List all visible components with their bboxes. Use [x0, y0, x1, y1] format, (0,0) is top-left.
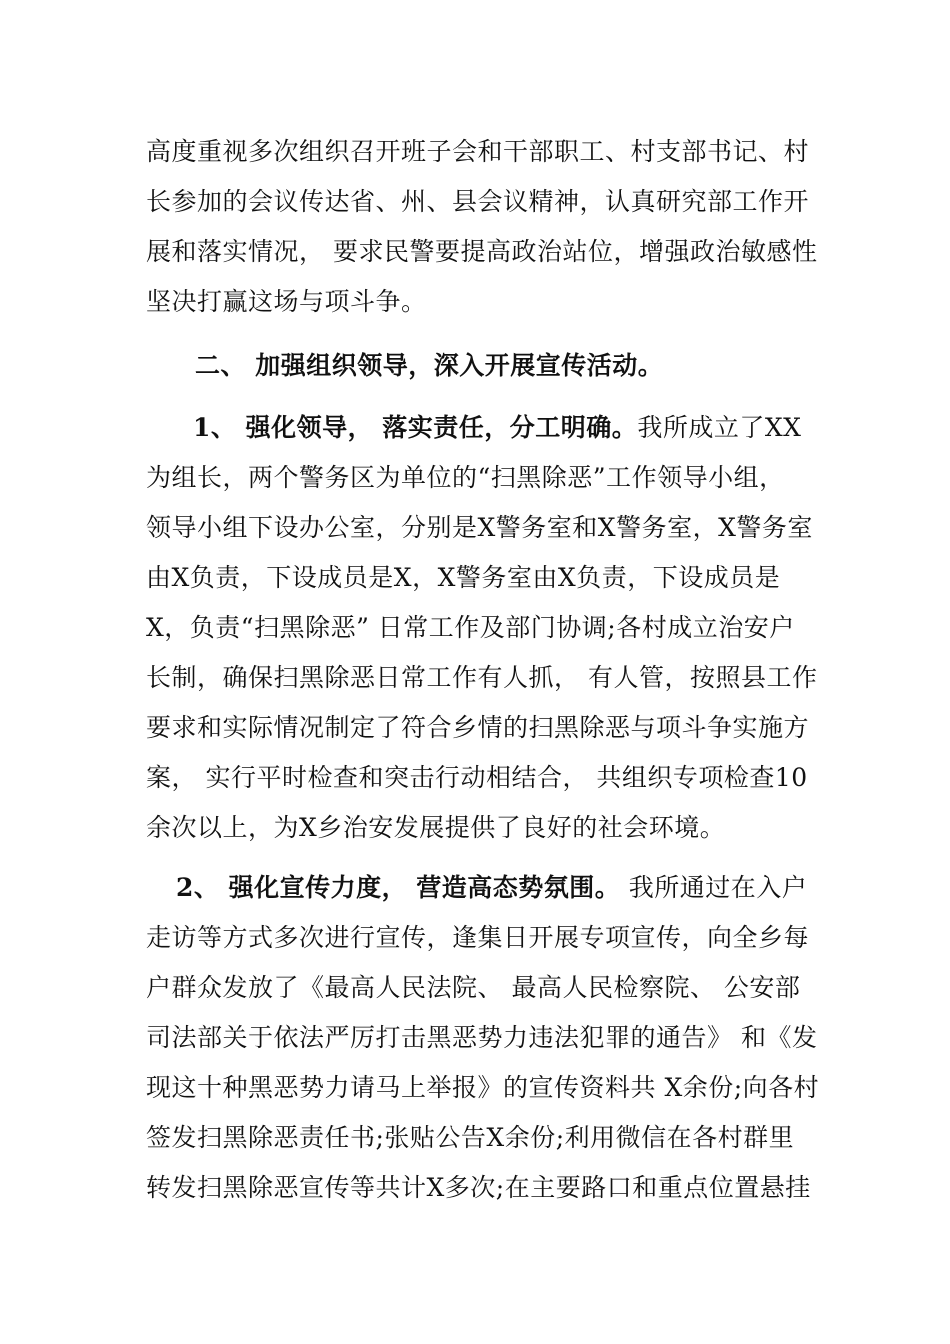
item-1-lead-text: 我所成立了XX — [637, 413, 802, 442]
item-2-line-2: 走访等方式多次进行宣传，逢集日开展专项宣传，向全乡每 — [146, 923, 810, 952]
item-1-line-5: X，负责“扫黑除恶” 日常工作及部门协调;各村成立治安户 — [146, 613, 795, 642]
item-1-first-line — [193, 413, 801, 443]
paragraph-1-line-1: 高度重视多次组织召开班子会和干部职工、村支部书记、村 — [146, 137, 810, 166]
item-2-line-5: 现这十种黑恶势力请马上举报》的宣传资料共 X余份;向各村 — [146, 1073, 820, 1102]
item-1-line-3: 领导小组下设办公室，分别是X警务室和X警务室，X警务室 — [146, 513, 813, 542]
item-2-line-7: 转发扫黑除恶宣传等共计X多次;在主要路口和重点位置悬挂 — [146, 1173, 811, 1202]
item-1-line-2: 为组长，两个警务区为单位的“扫黑除恶”工作领导小组， — [146, 463, 785, 492]
item-1-line-4: 由X负责，下设成员是X，X警务室由X负责，下设成员是 — [146, 563, 781, 592]
item-2-line-4: 司法部关于依法严厉打击黑恶势力违法犯罪的通告》 和《发 — [146, 1023, 818, 1052]
item-1-title: 1、 强化领导， 落实责任，分工明确。 — [193, 413, 638, 442]
item-2-first-line — [176, 873, 807, 903]
paragraph-1-line-4: 坚决打赢这场与项斗争。 — [146, 287, 427, 316]
item-2-line-6: 签发扫黑除恶责任书;张贴公告X余份;利用微信在各村群里 — [146, 1123, 795, 1152]
section-heading: 二、 加强组织领导，深入开展宣传活动。 — [195, 351, 664, 380]
item-2-line-3: 户群众发放了《最高人民法院、 最高人民检察院、 公安部 — [146, 973, 801, 1002]
paragraph-1-line-2: 长参加的会议传达省、州、县会议精神，认真研究部工作开 — [146, 187, 810, 216]
item-1-line-8: 案， 实行平时检查和突击行动相结合， 共组织专项检查10 — [146, 763, 808, 792]
item-1-line-6: 长制，确保扫黑除恶日常工作有人抓， 有人管，按照县工作 — [146, 663, 818, 692]
paragraph-1-line-3: 展和落实情况， 要求民警要提高政治站位，增强政治敏感性 — [146, 237, 818, 266]
item-1-line-9: 余次以上，为X乡治安发展提供了良好的社会环境。 — [146, 813, 726, 842]
item-2-title: 2、 强化宣传力度， 营造高态势氛围。 — [176, 873, 621, 902]
item-2-lead-text: 我所通过在入户 — [620, 873, 808, 902]
item-1-line-7: 要求和实际情况制定了符合乡情的扫黑除恶与项斗争实施方 — [146, 713, 810, 742]
